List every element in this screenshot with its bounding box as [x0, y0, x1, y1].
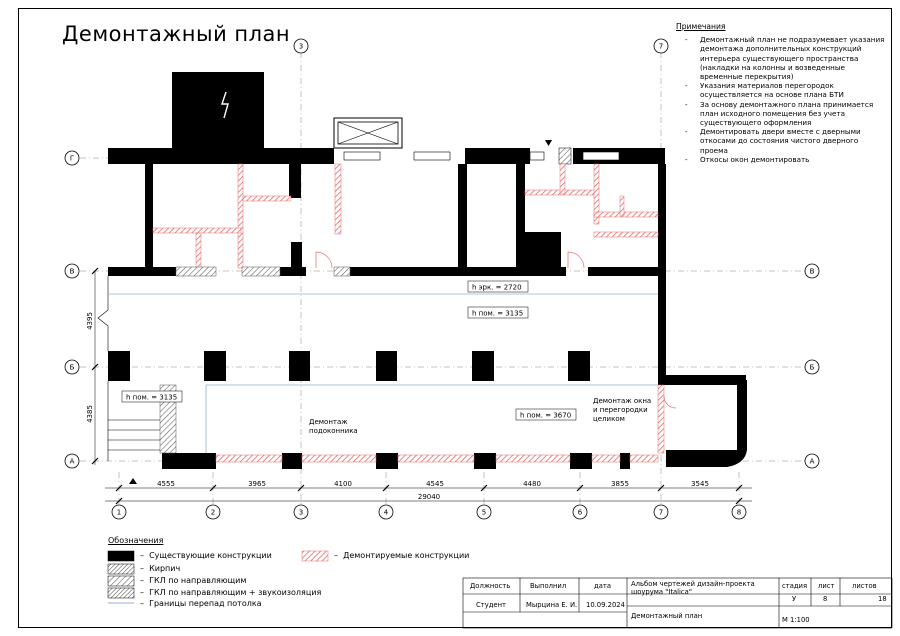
dim-span-5: 4480: [523, 480, 541, 488]
legend-brick-label: – Кирпич: [140, 564, 181, 573]
legend-brick-text: Кирпич: [149, 564, 181, 573]
label-sill-2: подоконника: [309, 427, 358, 435]
axis-bottom-1: 1: [116, 508, 122, 517]
dim-span-6: 3855: [611, 480, 629, 488]
legend-ceiling-text: Границы перепад потолка: [149, 599, 262, 608]
axis-top-3: 3: [298, 42, 304, 51]
dim-span-7: 3545: [691, 480, 709, 488]
tb-h-done: Выполнил: [530, 582, 567, 590]
legend-gkl-sound-text: ГКЛ по направляющим + звукоизоляция: [149, 588, 322, 597]
axis-row-v-right: В: [809, 267, 815, 276]
axis-row-a-right: А: [809, 457, 815, 466]
legend-existing-text: Существующие конструкции: [149, 551, 272, 560]
tb-stage: У: [792, 595, 797, 603]
tb-h-stage: стадия: [782, 582, 808, 590]
legend-gkl-sound-label: – ГКЛ по направляющим + звукоизоляция: [140, 588, 322, 597]
axis-bottom-7: 7: [658, 508, 664, 517]
ventilation-shaft: [334, 118, 402, 148]
dim-span-2: 3965: [248, 480, 266, 488]
dim-left-upper: 4395: [86, 312, 94, 330]
axis-bottom-6: 6: [577, 508, 583, 517]
notes-block: [676, 22, 886, 164]
legend-existing-label: – Существующие конструкции: [140, 551, 272, 560]
tb-h-sheets: листов: [852, 582, 877, 590]
tb-position: Студент: [476, 601, 507, 609]
tb-h-position: Должность: [470, 582, 511, 590]
notes-list: [676, 35, 886, 164]
label-h-pom-left: h пом. = 3135: [126, 393, 178, 402]
tb-scale: М 1:100: [782, 616, 810, 624]
axis-row-b: Б: [69, 363, 75, 372]
legend-heading: Обозначения: [108, 536, 164, 545]
legend-demolished-text: Демонтируемые конструкции: [343, 551, 470, 560]
tb-date: 10.09.2024: [586, 601, 625, 609]
label-win-1: Демонтаж окна: [593, 397, 652, 405]
notes-heading: Примечания: [676, 22, 726, 31]
dim-span-1: 4555: [157, 480, 175, 488]
label-h-erk: h эрк. = 2720: [472, 283, 522, 292]
tb-sheet-name: Демонтажный план: [631, 612, 703, 620]
tb-album: Альбом чертежей дизайн-проекта: [631, 580, 755, 588]
legend-gkl-label: – ГКЛ по направляющим: [140, 576, 247, 585]
tb-h-sheet: лист: [818, 582, 835, 590]
label-win-3: целиком: [593, 415, 625, 423]
marker-triangle: [545, 140, 552, 146]
axis-row-v: В: [69, 267, 75, 276]
page-title: Демонтажный план: [62, 22, 291, 46]
label-h-pom-main: h пом. = 3135: [472, 309, 524, 318]
axis-row-b-right: Б: [809, 363, 815, 372]
tb-sheet: 8: [823, 595, 828, 603]
north-arrow-icon: [129, 478, 137, 484]
axis-bottom-2: 2: [210, 508, 216, 517]
label-win-2: и перегородки: [593, 406, 648, 414]
axis-bottom-4: 4: [383, 508, 389, 517]
note-item: - Указания материалов перегородок осуществляется на основе плана БТИ: [676, 81, 886, 99]
tb-album-2: шоурума "Italica": [631, 588, 692, 596]
axis-bottom-8: 8: [736, 508, 742, 517]
label-boxes: [122, 281, 576, 420]
note-item: - За основу демонтажного плана принимается план исходного помещения без учета существующего оформления: [676, 100, 886, 128]
dim-span-4: 4545: [426, 480, 444, 488]
note-item: - Демонтажный план не подразумевает указания демонтажа дополнительных конструкций интерьера существующего пространства (накладки на колонны и возведенные временные перекрытия): [676, 35, 886, 81]
label-sill-1: Демонтаж: [309, 418, 348, 426]
axis-top-7: 7: [658, 42, 664, 51]
legend-demolished-label: – Демонтируемые конструкции: [334, 551, 470, 560]
dim-total: 29040: [417, 493, 441, 501]
dim-span-3: 4100: [334, 480, 352, 488]
note-item: - Откосы окон демонтировать: [676, 155, 886, 164]
axis-row-a: А: [69, 457, 75, 466]
brick-pier: [559, 148, 571, 164]
dim-left-lower: 4385: [86, 405, 94, 423]
legend-ceiling-label: – Границы перепад потолка: [140, 599, 262, 608]
axis-bottom-5: 5: [481, 508, 487, 517]
tb-author: Мырцина Е. И.: [526, 601, 578, 609]
note-item: - Демонтировать двери вместе с дверными откосами до состояния чистого дверного проема: [676, 127, 886, 155]
axis-row-g: Г: [69, 154, 75, 163]
label-h-pom-right: h пом. = 3670: [520, 411, 572, 420]
demolished-partitions: [153, 164, 664, 462]
tb-sheets: 18: [878, 595, 887, 603]
axis-bottom-3: 3: [298, 508, 304, 517]
legend-gkl-text: ГКЛ по направляющим: [149, 576, 247, 585]
tb-h-date: дата: [594, 582, 611, 590]
